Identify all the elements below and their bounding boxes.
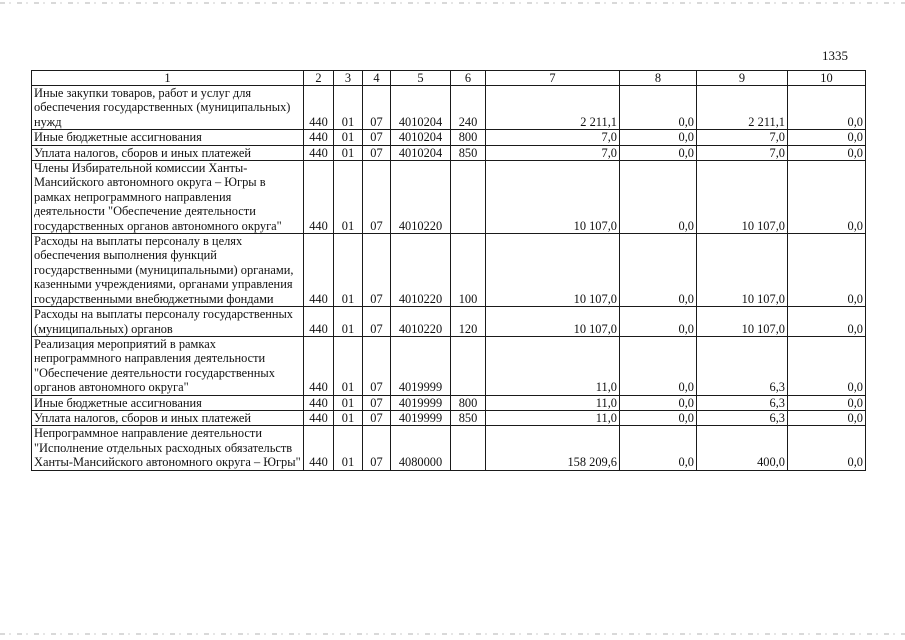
ministry-code-cell: 440 — [304, 307, 334, 337]
ministry-code-cell: 440 — [304, 336, 334, 395]
amount-col8-cell: 0,0 — [620, 130, 697, 145]
section-code-cell: 01 — [334, 86, 363, 130]
subsection-code-cell: 07 — [363, 130, 391, 145]
table-row — [32, 336, 866, 395]
amount-col9-cell: 7,0 — [697, 145, 788, 160]
column-header: 3 — [334, 71, 363, 86]
subsection-code-cell: 07 — [363, 426, 391, 470]
amount-col8-cell: 0,0 — [620, 307, 697, 337]
expense-name-cell: Члены Избирательной комиссии Ханты-Мансийского автономного округа – Югры в рамках непрограммного направления деятельности "Обеспечение деятельности государственных органов автономного округа" — [32, 161, 304, 234]
amount-col7-cell: 11,0 — [486, 410, 620, 425]
ministry-code-cell: 440 — [304, 161, 334, 234]
amount-col10-cell: 0,0 — [788, 234, 866, 307]
amount-col7-cell: 2 211,1 — [486, 86, 620, 130]
section-code-cell: 01 — [334, 395, 363, 410]
table-row — [32, 426, 866, 470]
amount-col10-cell: 0,0 — [788, 86, 866, 130]
target-article-cell: 4080000 — [391, 426, 451, 470]
expense-name-cell: Непрограммное направление деятельности "Исполнение отдельных расходных обязательств Ханты-Мансийского автономного округа – Югры" — [32, 426, 304, 470]
expense-type-cell: 100 — [451, 234, 486, 307]
amount-col7-cell: 7,0 — [486, 145, 620, 160]
target-article-cell: 4010204 — [391, 86, 451, 130]
target-article-cell: 4019999 — [391, 336, 451, 395]
column-header: 1 — [32, 71, 304, 86]
amount-col10-cell: 0,0 — [788, 336, 866, 395]
target-article-cell: 4010220 — [391, 234, 451, 307]
amount-col10-cell: 0,0 — [788, 307, 866, 337]
amount-col9-cell: 6,3 — [697, 336, 788, 395]
amount-col9-cell: 10 107,0 — [697, 307, 788, 337]
expense-type-cell: 800 — [451, 395, 486, 410]
amount-col8-cell: 0,0 — [620, 145, 697, 160]
target-article-cell: 4010204 — [391, 145, 451, 160]
amount-col10-cell: 0,0 — [788, 426, 866, 470]
section-code-cell: 01 — [334, 145, 363, 160]
target-article-cell: 4010220 — [391, 307, 451, 337]
amount-col9-cell: 10 107,0 — [697, 161, 788, 234]
column-header: 4 — [363, 71, 391, 86]
ministry-code-cell: 440 — [304, 426, 334, 470]
section-code-cell: 01 — [334, 130, 363, 145]
expense-type-cell: 800 — [451, 130, 486, 145]
expense-name-cell: Реализация мероприятий в рамках непрограммного направления деятельности "Обеспечение деятельности государственных органов автономного округа" — [32, 336, 304, 395]
amount-col9-cell: 400,0 — [697, 426, 788, 470]
expense-name-cell: Расходы на выплаты персоналу в целях обеспечения выполнения функций государственными (муниципальными) органами, казенными учреждениями, органами управления государственными внебюджетными фондами — [32, 234, 304, 307]
amount-col7-cell: 10 107,0 — [486, 307, 620, 337]
expense-name-cell: Уплата налогов, сборов и иных платежей — [32, 410, 304, 425]
target-article-cell: 4010220 — [391, 161, 451, 234]
subsection-code-cell: 07 — [363, 395, 391, 410]
table-row — [32, 234, 866, 307]
subsection-code-cell: 07 — [363, 307, 391, 337]
scan-edge-top — [0, 2, 905, 4]
target-article-cell: 4019999 — [391, 395, 451, 410]
amount-col8-cell: 0,0 — [620, 336, 697, 395]
expense-name-cell: Иные закупки товаров, работ и услуг для обеспечения государственных (муниципальных) нужд — [32, 86, 304, 130]
ministry-code-cell: 440 — [304, 130, 334, 145]
amount-col7-cell: 7,0 — [486, 130, 620, 145]
ministry-code-cell: 440 — [304, 86, 334, 130]
budget-table — [31, 70, 866, 471]
expense-name-cell: Расходы на выплаты персоналу государственных (муниципальных) органов — [32, 307, 304, 337]
expense-name-cell: Уплата налогов, сборов и иных платежей — [32, 145, 304, 160]
amount-col7-cell: 158 209,6 — [486, 426, 620, 470]
amount-col10-cell: 0,0 — [788, 410, 866, 425]
section-code-cell: 01 — [334, 307, 363, 337]
column-header: 5 — [391, 71, 451, 86]
expense-name-cell: Иные бюджетные ассигнования — [32, 130, 304, 145]
expense-type-cell — [451, 336, 486, 395]
amount-col7-cell: 10 107,0 — [486, 161, 620, 234]
ministry-code-cell: 440 — [304, 234, 334, 307]
table-row — [32, 86, 866, 130]
amount-col10-cell: 0,0 — [788, 395, 866, 410]
column-header: 2 — [304, 71, 334, 86]
expense-type-cell — [451, 426, 486, 470]
section-code-cell: 01 — [334, 426, 363, 470]
table-row — [32, 395, 866, 410]
column-header: 6 — [451, 71, 486, 86]
ministry-code-cell: 440 — [304, 410, 334, 425]
expense-type-cell: 120 — [451, 307, 486, 337]
amount-col8-cell: 0,0 — [620, 161, 697, 234]
subsection-code-cell: 07 — [363, 145, 391, 160]
amount-col9-cell: 6,3 — [697, 395, 788, 410]
section-code-cell: 01 — [334, 234, 363, 307]
subsection-code-cell: 07 — [363, 234, 391, 307]
table-row — [32, 307, 866, 337]
column-header: 10 — [788, 71, 866, 86]
amount-col8-cell: 0,0 — [620, 234, 697, 307]
amount-col9-cell: 7,0 — [697, 130, 788, 145]
amount-col8-cell: 0,0 — [620, 410, 697, 425]
page-number: 1335 — [822, 48, 848, 63]
amount-col9-cell: 10 107,0 — [697, 234, 788, 307]
expense-name-cell: Иные бюджетные ассигнования — [32, 395, 304, 410]
table-row — [32, 145, 866, 160]
amount-col10-cell: 0,0 — [788, 161, 866, 234]
scan-edge-bottom — [0, 633, 905, 635]
table-row — [32, 410, 866, 425]
subsection-code-cell: 07 — [363, 336, 391, 395]
amount-col7-cell: 10 107,0 — [486, 234, 620, 307]
section-code-cell: 01 — [334, 410, 363, 425]
amount-col7-cell: 11,0 — [486, 336, 620, 395]
amount-col9-cell: 6,3 — [697, 410, 788, 425]
amount-col9-cell: 2 211,1 — [697, 86, 788, 130]
column-header: 8 — [620, 71, 697, 86]
amount-col8-cell: 0,0 — [620, 86, 697, 130]
subsection-code-cell: 07 — [363, 410, 391, 425]
table-row — [32, 161, 866, 234]
expense-type-cell: 240 — [451, 86, 486, 130]
target-article-cell: 4010204 — [391, 130, 451, 145]
target-article-cell: 4019999 — [391, 410, 451, 425]
table-row — [32, 130, 866, 145]
amount-col10-cell: 0,0 — [788, 145, 866, 160]
subsection-code-cell: 07 — [363, 86, 391, 130]
column-header: 7 — [486, 71, 620, 86]
amount-col10-cell: 0,0 — [788, 130, 866, 145]
column-header: 9 — [697, 71, 788, 86]
expense-type-cell: 850 — [451, 410, 486, 425]
subsection-code-cell: 07 — [363, 161, 391, 234]
column-header-row — [32, 71, 866, 86]
amount-col8-cell: 0,0 — [620, 395, 697, 410]
ministry-code-cell: 440 — [304, 145, 334, 160]
section-code-cell: 01 — [334, 336, 363, 395]
ministry-code-cell: 440 — [304, 395, 334, 410]
expense-type-cell: 850 — [451, 145, 486, 160]
expense-type-cell — [451, 161, 486, 234]
budget-table-body — [32, 71, 866, 471]
amount-col8-cell: 0,0 — [620, 426, 697, 470]
section-code-cell: 01 — [334, 161, 363, 234]
amount-col7-cell: 11,0 — [486, 395, 620, 410]
